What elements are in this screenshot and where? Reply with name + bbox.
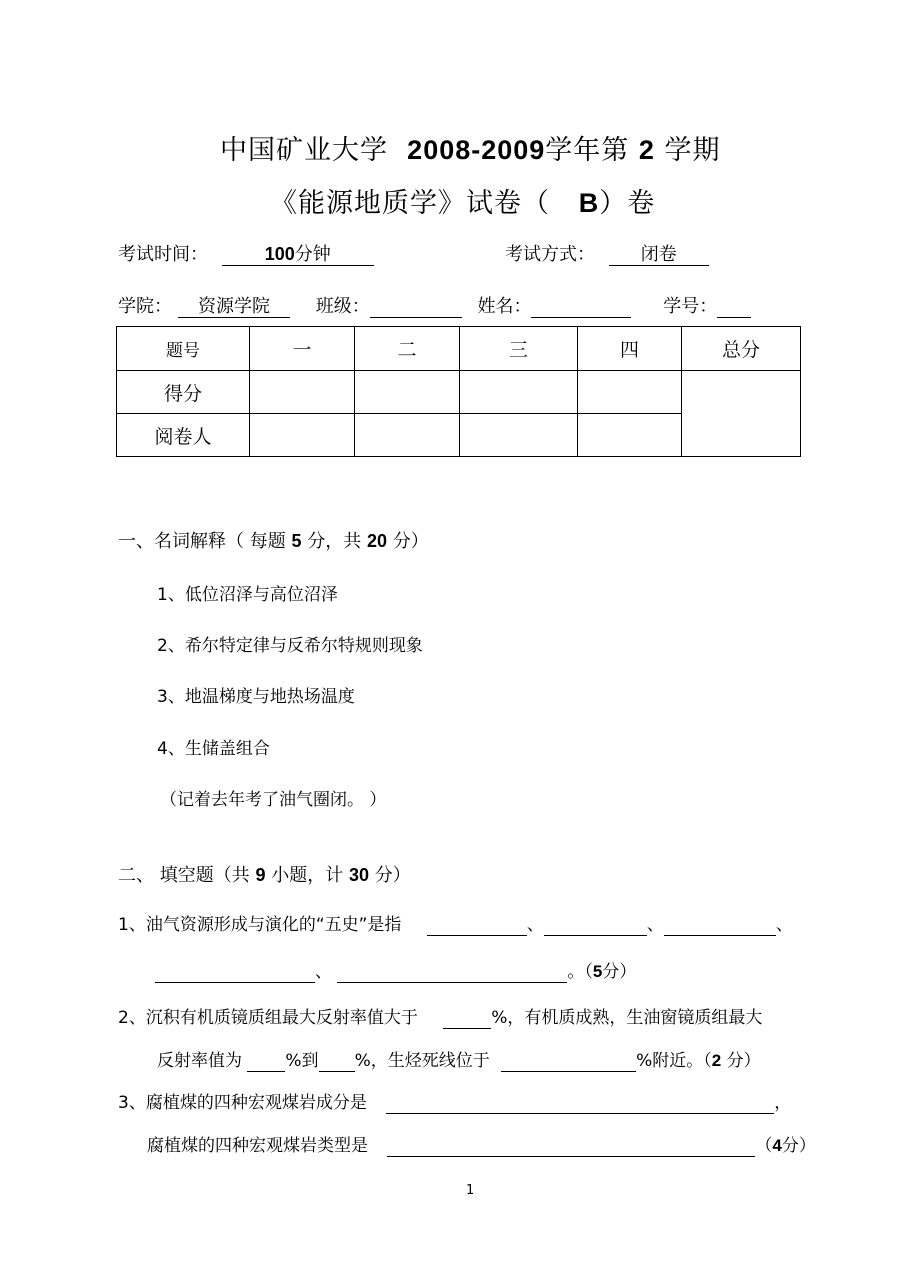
question-2: 2、沉积有机质镜质组最大反射率值大于 %，有机质成熟，生油窗镜质组最大 <box>118 1008 763 1028</box>
exam-time-field: 100分钟 <box>222 245 374 266</box>
question-3: 3、腐植煤的四种宏观煤岩成分是 ， <box>118 1093 792 1113</box>
name-field[interactable] <box>531 297 631 318</box>
question-1: 1、油气资源形成与演化的“五史”是指 、 、 、 <box>118 915 793 935</box>
q1-blank-1[interactable] <box>427 916 527 936</box>
score-header-cell: 一 <box>250 327 355 371</box>
question-2-cont: 反射率值为 %到 %，生烃死线位于 %附近。（2 分） <box>157 1051 761 1071</box>
exam-time: 考试时间： 100分钟 <box>118 240 374 266</box>
score-header-cell: 二 <box>355 327 460 371</box>
grader-cell[interactable] <box>460 414 578 457</box>
total-score-cell[interactable] <box>682 371 801 457</box>
q2-blank-2[interactable] <box>247 1052 285 1072</box>
q2-blank-4[interactable] <box>501 1052 636 1072</box>
question-1-cont: 、 。（5分） <box>155 957 636 983</box>
term-item: 3、地温梯度与地热场温度 <box>157 687 355 707</box>
student-info: 学院： 资源学院 班级： 姓名： 学号： <box>118 292 751 318</box>
section1-note: （记着去年考了油气圈闭。 ） <box>160 790 387 810</box>
exam-mode: 考试方式： 闭卷 <box>505 240 709 266</box>
q2-blank-1[interactable] <box>443 1009 491 1029</box>
score-header-cell: 四 <box>578 327 682 371</box>
q1-blank-3[interactable] <box>664 916 776 936</box>
page-title: 中国矿业大学 2008-2009学年第 2 学期 <box>220 135 721 166</box>
q1-blank-4[interactable] <box>155 963 315 983</box>
score-cell[interactable] <box>460 371 578 414</box>
term-item: 1、低位沼泽与高位沼泽 <box>157 585 338 605</box>
grader-row-label: 阅卷人 <box>117 414 250 457</box>
question-3-cont: 腐植煤的四种宏观煤岩类型是 （4分） <box>147 1136 816 1156</box>
score-table <box>116 326 801 457</box>
grader-cell[interactable] <box>578 414 682 457</box>
college-field[interactable]: 资源学院 <box>178 297 290 318</box>
q3-blank-2[interactable] <box>387 1137 755 1157</box>
score-row-label: 得分 <box>117 371 250 414</box>
q1-blank-5[interactable] <box>337 963 567 983</box>
term-item: 2、希尔特定律与反希尔特规则现象 <box>157 636 423 656</box>
q2-blank-3[interactable] <box>319 1052 355 1072</box>
q3-blank-1[interactable] <box>386 1094 774 1114</box>
score-cell[interactable] <box>250 371 355 414</box>
section1-heading: 一、名词解释（ 每题 5 分，共 20 分） <box>118 531 429 552</box>
score-cell[interactable] <box>578 371 682 414</box>
term-item: 4、生储盖组合 <box>157 739 270 759</box>
score-cell[interactable] <box>355 371 460 414</box>
section2-heading: 二、 填空题（共 9 小题，计 30 分） <box>118 865 411 886</box>
score-header-cell: 总分 <box>682 327 801 371</box>
exam-mode-field: 闭卷 <box>609 245 709 266</box>
q1-blank-2[interactable] <box>544 916 647 936</box>
page-number: 1 <box>466 1183 475 1198</box>
page-subtitle: 《能源地质学》试卷（ B）卷 <box>270 188 656 219</box>
score-header-cell: 题号 <box>117 327 250 371</box>
score-header-cell: 三 <box>460 327 578 371</box>
student-id-field[interactable] <box>717 297 751 318</box>
class-field[interactable] <box>370 297 462 318</box>
grader-cell[interactable] <box>250 414 355 457</box>
grader-cell[interactable] <box>355 414 460 457</box>
